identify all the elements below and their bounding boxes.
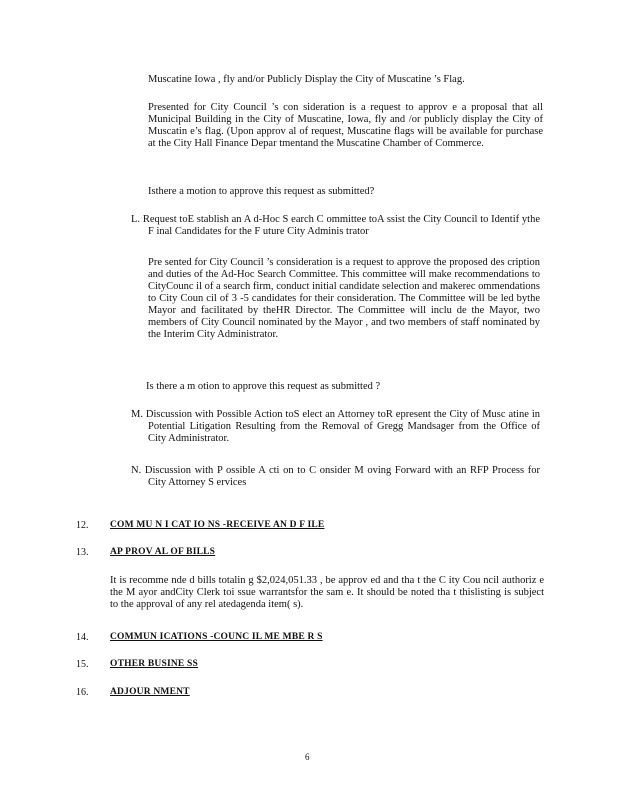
section-14-title: COMMUN ICATIONS -COUNC IL ME MBE R S <box>110 632 323 642</box>
item-k-question: Isthere a motion to approve this request as submitted? <box>148 186 375 197</box>
bills-text: It is recomme nde d bills totalin g $2,024,051.33 , be approv ed and tha t the C ity Cou ncil authoriz e the M ayor andCity Clerk toi ssue warrantsfor the sam e. It should be noted tha t thislisting is subject to the approval of any rel atedagenda item( s). <box>110 575 544 610</box>
item-k-heading: Muscatine Iowa , fly and/or Publicly Display the City of Muscatine ’s Flag. <box>148 74 465 85</box>
page-number: 6 <box>305 752 310 762</box>
section-14-number: 14. <box>76 632 89 643</box>
item-l-question: Is there a m otion to approve this request as submitted ? <box>146 381 381 392</box>
section-15-number: 15. <box>76 659 89 670</box>
item-k-body: Presented for City Council ’s con sideration is a request to approv e a proposal that all Municipal Building in the City of Muscatine, Iowa, fly and /or publicly display the City of Muscatin e’s flag. (Upon approv al of request, Muscatine flags will be available for purchase at the City Hall Finance Depar tmentand the Muscatine Chamber of Commerce. <box>148 102 543 149</box>
item-n-heading: N. Discussion with P ossible A cti on to C onsider M oving Forward with an RFP Process for City Attorney S ervices <box>131 465 540 488</box>
item-l-body: Pre sented for City Council ’s consideration is a request to approve the proposed des cription and duties of the Ad-Hoc Search Committee. This committee will make recommendations to CityCounc il of a search firm, conduct initial candidate selection and makerec ommendations to City Coun cil of 3 -5 candidates for their consideration. The Committee will be led bythe Mayor and facilitated by theHR Director. The Committee will inclu de the Mayor, two members of City Council nominated by the Mayor , and two members of staff nominated by the Interim City Administrator. <box>148 257 540 340</box>
item-l-heading: L. Request toE stablish an A d-Hoc S earch C ommittee toA ssist the City Council to Identif ythe F inal Candidates for the F uture City Adminis trator <box>131 214 540 237</box>
section-15-title: OTHER BUSINE SS <box>110 659 199 669</box>
section-16-title: ADJOUR NMENT <box>110 687 190 697</box>
item-m-heading: M. Discussion with Possible Action toS elect an Attorney toR epresent the City of Musc atine in Potential Litigation Resulting from the Removal of Gregg Mandsager from the Office of City Administrator. <box>131 409 540 444</box>
section-13-number: 13. <box>76 547 89 558</box>
section-12-number: 12. <box>76 520 89 531</box>
section-12-title: COM MU N I CAT IO NS -RECEIVE AN D F ILE <box>110 520 325 530</box>
section-16-number: 16. <box>76 687 89 698</box>
section-13-title: AP PROV AL OF BILLS <box>110 547 216 557</box>
